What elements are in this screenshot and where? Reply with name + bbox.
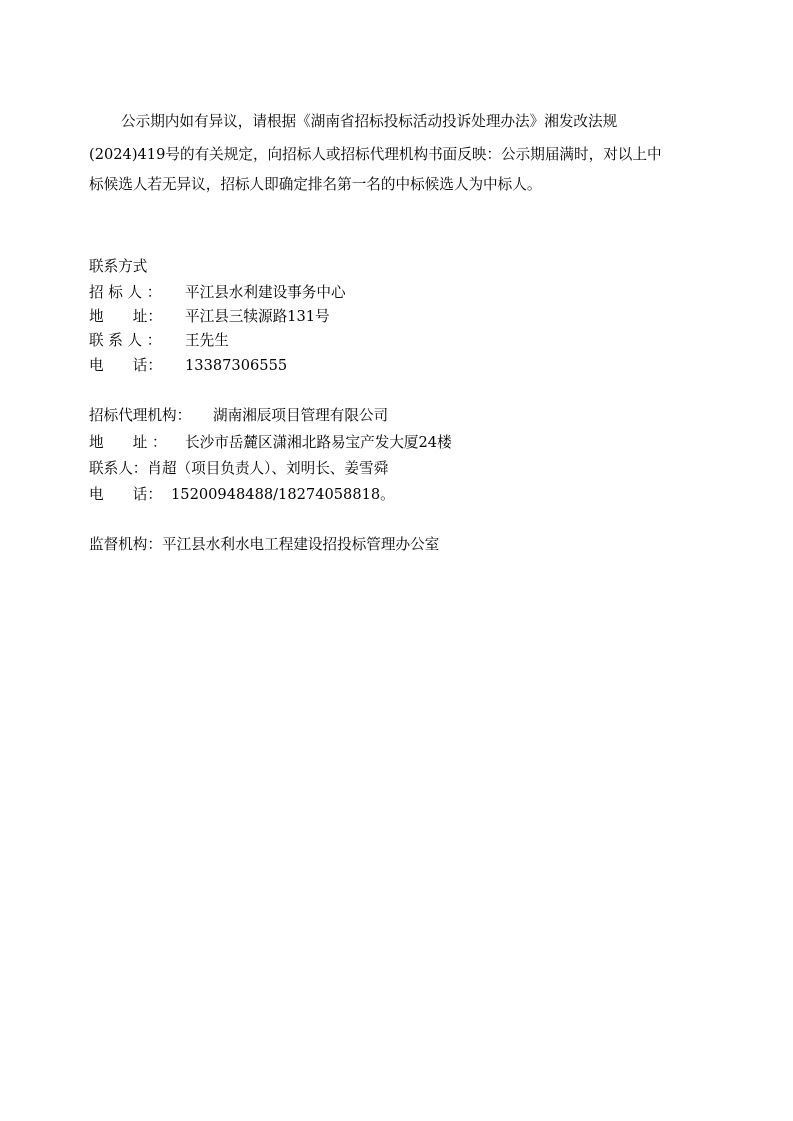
agency-contact-value: 肖超（项目负责人）、刘明长、姜雪舜 [147,460,389,477]
agency-contact-row [89,459,388,479]
tenderer-row [89,283,346,303]
agency-label: 招标代理机构： [89,407,192,424]
tenderer-address-label: 地 址： [89,308,162,325]
supervision-row [89,535,439,555]
supervision-value: 平江县水利水电工程建设招投标管理办公室 [161,536,440,553]
agency-value: 湖南湘辰项目管理有限公司 [213,407,389,424]
tenderer-contact-value: 王先生 [185,332,229,349]
contact-heading: 联系方式 [89,258,148,275]
tenderer-contact-row [89,331,229,351]
tenderer-phone-value: 13387306555 [185,357,288,374]
tenderer-label: 招 标 人 ： [89,284,162,301]
tenderer-value: 平江县水利建设事务中心 [185,284,346,301]
tenderer-address-value: 平江县三犊源路131号 [185,308,330,325]
agency-phone-row [89,485,395,505]
agency-address-label: 地 址 ： [89,434,167,451]
agency-address-value: 长沙市岳麓区潇湘北路易宝产发大厦24楼 [185,434,452,451]
agency-phone-label: 电 话： [89,486,162,503]
agency-row [89,406,388,426]
notice-line-1: 公示期内如有异议，请根据《湖南省招标投标活动投诉处理办法》湘发改法规 [121,113,618,130]
agency-phone-value: 15200948488/18274058818。 [171,486,395,503]
agency-contact-label: 联系人： [89,460,148,477]
tenderer-phone-label: 电 话： [89,357,162,374]
tenderer-address-row [89,307,330,327]
notice-line-3: 标候选人若无异议，招标人即确定排名第一名的中标候选人为中标人。 [89,176,542,193]
tenderer-phone-row [89,356,287,376]
supervision-label: 监督机构： [89,536,162,553]
agency-address-row [89,433,452,453]
notice-line-2: (2024)419号的有关规定，向招标人或招标代理机构书面反映：公示期届满时，对以上中 [89,146,662,163]
tenderer-contact-label: 联 系 人 ： [89,332,162,349]
